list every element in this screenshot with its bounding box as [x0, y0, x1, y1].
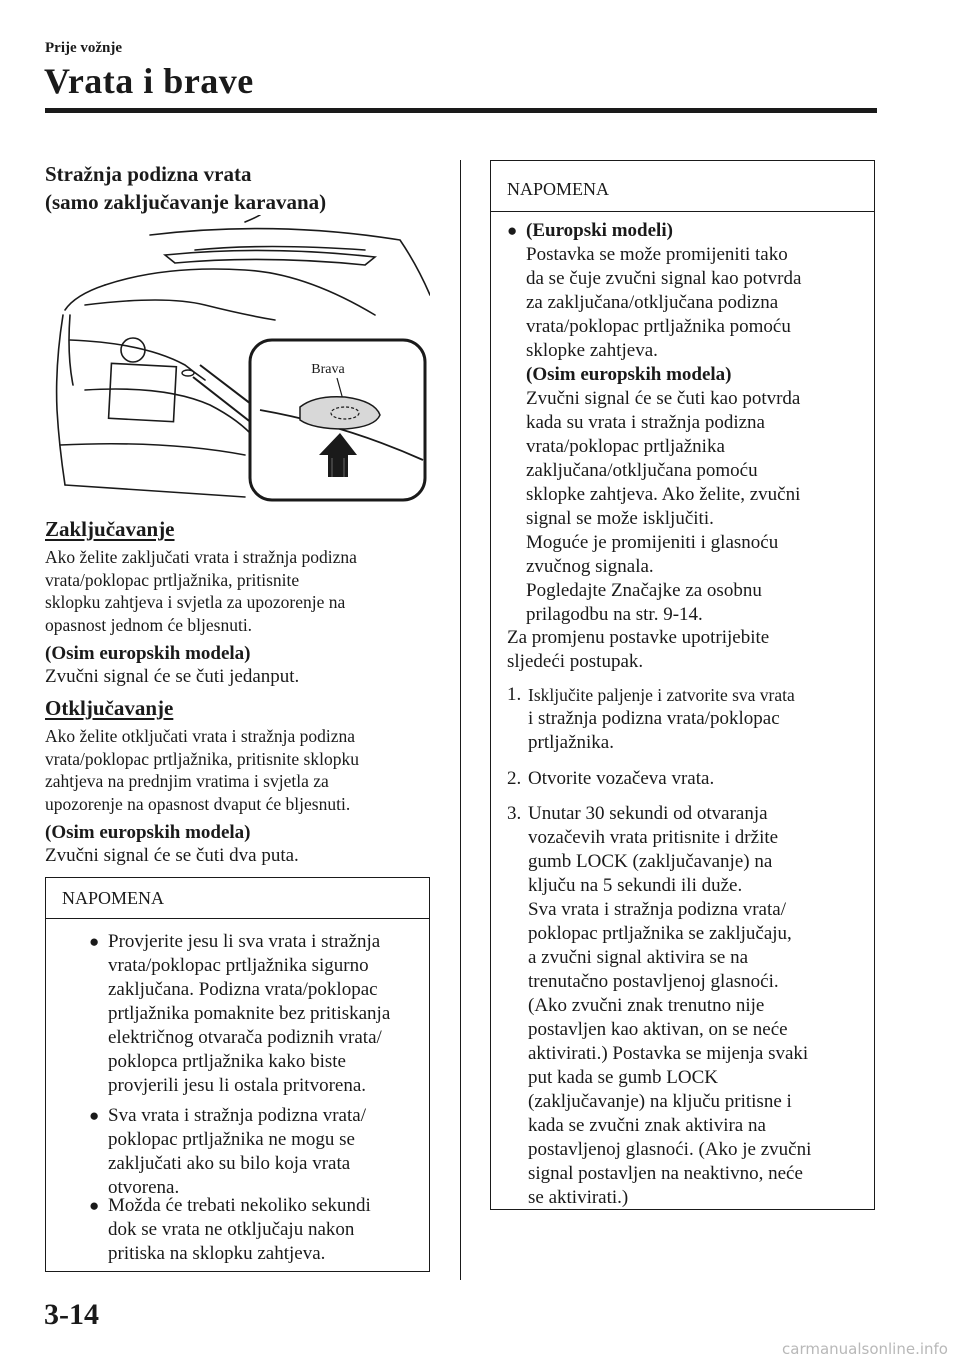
- locking-text: Ako želite zaključati vrata i stražnja podizna vrata/poklopac prtljažnika, pritisnite sklopku zahtjeva i svjetla za upozorenje na opasnost jednom će bljesnuti.: [45, 547, 357, 635]
- title-divider: [45, 108, 877, 113]
- unlocking-non-eu-note: Zvučni signal će se čuti dva puta.: [45, 845, 299, 866]
- figure-callout-label: Brava: [311, 362, 345, 377]
- liftgate-illustration: [45, 215, 430, 505]
- step-2: 2. Otvorite vozačeva vrata.: [507, 768, 715, 789]
- locking-non-eu-label: (Osim europskih modela): [45, 643, 251, 664]
- step-number: 2.: [507, 768, 522, 789]
- step-1: 1. Isključite paljenje i zatvorite sva vrata i stražnja podizna vrata/poklopac prtljažnika.: [507, 684, 795, 753]
- page-number: 3-14: [44, 1298, 99, 1331]
- step-number: 3.: [507, 803, 522, 824]
- section-label: Prije vožnje: [45, 40, 123, 56]
- unlocking-text: Ako želite otključati vrata i stražnja podizna vrata/poklopac prtljažnika, pritisnite sklopku zahtjeva na prednjim vratima i svjetla za upozorenje na opasnost dvaput će bljesnuti.: [45, 726, 359, 814]
- note-box-left: [45, 877, 430, 1272]
- bullet-icon: ●: [89, 1196, 100, 1215]
- bullet-icon: ●: [507, 221, 518, 240]
- note-bullet: ● (Europski modeli) Postavka se može promijeniti tako da se čuje zvučni signal kao potvrda za zaključana/otključana podizna vrata/poklopac prtljažnika pomoću sklopke zahtjeva. (Osim europskih modela) Zvučni signal će se čuti kao potvrda kada su vrata i stražnja podizna vrata/poklopac prtljažnika zaključana/otključana pomoću sklopke zahtjeva. Ako želite, zvučni signal se može isključiti. Moguće je promijeniti i glasnoću zvučnog signala. Pogledajte Značajke za osobnu prilagodbu na str. 9-14.: [507, 220, 802, 625]
- note-box-title: NAPOMENA: [507, 179, 610, 199]
- step-number: 1.: [507, 684, 522, 705]
- note-box-right: [490, 160, 875, 1210]
- page-title: Vrata i brave: [44, 61, 254, 101]
- locking-heading: Zaključavanje: [45, 517, 175, 541]
- procedure-intro: Za promjenu postavke upotrijebite sljedeći postupak.: [507, 627, 770, 672]
- note-bullet: ● Možda će trebati nekoliko sekundi dok se vrata ne otključaju nakon pritiska na sklopku zahtjeva.: [89, 1195, 371, 1264]
- note-bullet: ● Sva vrata i stražnja podizna vrata/ poklopac prtljažnika ne mogu se zaključati ako su bilo koja vrata otvorena.: [89, 1105, 366, 1198]
- unlocking-heading: Otključavanje: [45, 696, 174, 720]
- bullet-icon: ●: [89, 1106, 100, 1125]
- unlocking-non-eu-label: (Osim europskih modela): [45, 822, 251, 843]
- section-heading: Stražnja podizna vrata (samo zaključavanje karavana): [45, 162, 327, 214]
- locking-non-eu-note: Zvučni signal će se čuti jedanput.: [45, 666, 300, 687]
- step-3: 3. Unutar 30 sekundi od otvaranja vozačevih vrata pritisnite i držite gumb LOCK (zaključavanje) na ključu na 5 sekundi ili duže. Sva vrata i stražnja podizna vrata/ poklopac prtljažnika se zaključaju, a zvučni signal aktivira se na trenutačno postavljenoj glasnoći. (Ako zvučni znak trenutno nije postavljen kao aktivan, on se neće aktivirati.) Postavka se mijenja svaki put kada se gumb LOCK (zaključavanje) na ključu pritisne i kada se zvučni znak aktivira na postavljenoj glasnoći. (Ako je zvučni signal postavljen na neaktivno, neće se aktivirati.): [507, 803, 812, 1208]
- note-box-rule: [46, 918, 429, 919]
- note-box-rule: [491, 211, 874, 212]
- bullet-icon: ●: [89, 932, 100, 951]
- watermark: carmanualsonline.info: [782, 1340, 948, 1358]
- note-bullet: ● Provjerite jesu li sva vrata i stražnja vrata/poklopac prtljažnika sigurno zaključana. Podizna vrata/poklopac prtljažnika pomaknite bez pritiskanja električnog otvarača podiznih vrata/ poklopca prtljažnika kako biste provjerili jesu li ostala pritvorena.: [89, 931, 391, 1096]
- note-box-title: NAPOMENA: [62, 888, 165, 908]
- column-divider: [460, 160, 461, 1280]
